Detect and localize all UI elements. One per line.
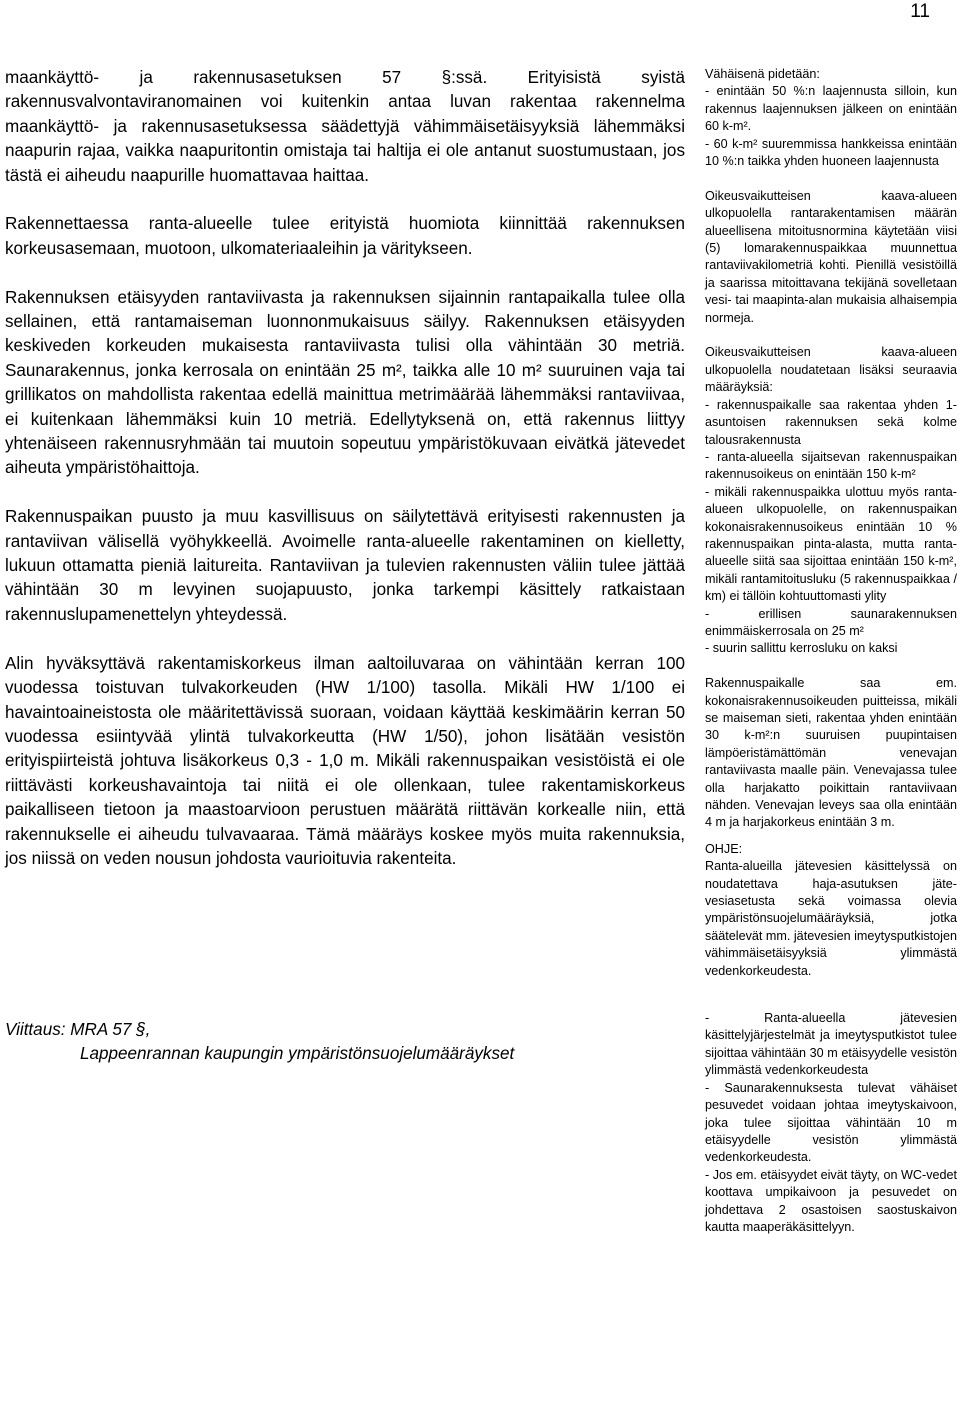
note-item: - 60 k-m² suuremmissa hankkeissa enintään 10 %:n taikka yhden huoneen laajennusta — [705, 136, 957, 169]
page-number: 11 — [910, 1, 930, 22]
reference — [5, 1018, 685, 1067]
note-item: - mikäli rakennuspaikka ulottuu myös ranta-alueen ulkopuolelle, on rakennuspaikan kokonaisrakennusoikeus enintään 10 % rakennuspaikan pinta-alasta, mutta ranta-alueelle siitä saa sijoittaa enintään 150 k-m², mikäli rantamitoitusluku (5 rakennuspaikkaa / km) ei tällöin kohtuuttomasti ylity — [705, 484, 957, 604]
note-item: - suurin sallittu kerrosluku on kaksi — [705, 641, 898, 656]
note-item: - Saunarakennuksesta tulevat vähäiset pesuvedet voidaan johtaa imeytyskaivoon, joka tulee sijoittaa vähintään 10 m etäisyydelle vesistön ylimmästä vedenkorkeudesta. — [705, 1080, 957, 1165]
paragraph-vegetation: Rakennuspaikan puusto ja muu kasvillisuus on säilytettävä erityisesti rakennusten ja rantaviivan välisellä vyöhykkeellä. Avoimelle ranta-alueelle rakentaminen on kielletty, lukuun ottamatta pieniä laitureita. Rantaviivan ja tulevien rakennusten väliin tulee jättää vähintään 30 m levyinen suojapuusto, jonka tarkempi käsittely ratkaistaan rakennuslupamenettelyn yhteydessä. — [5, 507, 685, 624]
note-heading: OHJE: — [705, 841, 743, 856]
paragraph-flood-level: Alin hyväksyttävä rakentamiskorkeus ilman aaltoiluvaraa on vähintään kerran 100 vuodessa toistuvan tulvakorkeuden (HW 1/100) tasolla. Mikäli HW 1/100 ei havaintoaineistosta ole määritettävissä suoraan, voidaan käyttää keskimäärin kerran 50 vuodessa esiintyvää ylintä tulvakorkeutta (HW 1/50), johon lisätään vesistön erityispiirteistä johtuva lisäkorkeus 0,3 - 1,0 m. Mikäli rakennuspaikan vesistöistä ei ole riittävästi korkeushavaintoja tai niitä ei ole ollenkaan, tulee rakentamiskorkeus paikalliseen tietoon ja maastoarvioon perustuen määrätä riittävän korkealle niin, että rakennukselle ei aiheudu tulvavaaraa. Tämä määräys koskee myös muita rakennuksia, jos niissä on veden nousun johdosta vaurioituvia rakenteita. — [5, 653, 685, 868]
note-item: - Jos em. etäisyydet eivät täyty, on WC-vedet koottava umpikaivoon ja pesuvedet on johdettava 2 osastoisen saostuskaivon kautta maaperäkäsittelyyn. — [705, 1167, 957, 1234]
note-paragraph: Rakennuspaikalle saa em. kokonaisrakennusoikeuden puitteissa, mikäli se maiseman sieti, rakentaa yhden enintään 30 k-m²:n suuruisen puupintaisen lämpöeristämättömän venevajan rantaviivasta maalle päin. Venevajassa tulee olla harjakatto poikittain rantaviivaan nähden. Venevajan leveys saa olla enintään 4 m ja harjakorkeus enintään 3 m. — [705, 676, 957, 830]
note-paragraph: Oikeusvaikutteisen kaava-alueen ulkopuolella rantarakentamisen määrän alueellisena mitoitusnormina käytetään viisi (5) lomarakennuspaikkaa muunnettua rantaviivakilometriä kohti. Pienillä vesistöillä ja saarissa mitoittavana tekijänä sovelletaan vesi- tai maapinta-alan mukaisia alhaisempia normeja. — [705, 188, 957, 325]
note-item: - rakennuspaikalle saa rakentaa yhden 1- asuntoisen rakennuksen sekä kolme talousrakennusta — [705, 397, 957, 447]
paragraph-shoreline-distance: Rakennuksen etäisyyden rantaviivasta ja rakennuksen sijainnin rantapaikalla tulee olla sellainen, että rantamaiseman luonnonmukaisuus säilyy. Rakennuksen etäisyyden keskiveden korkeuden mukaisesta rantaviivasta tulisi olla vähintään 30 metriä. Saunarakennus, jonka kerrosala on enintään 25 m², taikka alle 10 m² suuruinen vaja tai grillikatos on mahdollista rakentaa edellä mainittua metrimäärää lähemmäksi rantaviivaa, ei kuitenkaan lähemmäksi kuin 10 metriä. Edellytyksenä on, että rakennus liittyy yhtenäiseen rakennusryhmään tai muutoin sopeutuu ympäristökuvaan eivätkä jätevedet aiheuta ympäristöhaittoja. — [5, 287, 685, 478]
paragraph-neighbor-distance: maankäyttö- ja rakennusasetuksen 57 §:ssä. Erityisistä syistä rakennusvalvontaviranomainen voi kuitenkin antaa luvan rakentaa rakennelma maankäyttö- ja rakennusasetuksessa säädettyjä vähimmäisetäisyyksiä lähemmäksi naapurin rajaa, vaikka naapuritontin omistaja tai haltija ei ole antanut suostumustaan, jos tästä ei aiheudu naapurille huomattavaa haittaa. — [5, 68, 685, 185]
margin-notes-column — [705, 66, 957, 1236]
reference-line: Viittaus: MRA 57 §, — [5, 1020, 151, 1039]
main-text-column — [5, 66, 685, 896]
note-item: - ranta-alueella sijaitsevan rakennuspaikan rakennusoikeus on enintään 150 k-m² — [705, 449, 957, 482]
note-paragraph: Ranta-alueilla jätevesien käsittelyssä on noudatettava haja-asutuksen jäte-vesiasetusta sekä voimassa olevia ympäristönsuojelumääräyksiä, jotka säätelevät mm. jätevesien imeytysputkistojen vähimmäisetäisyyksiä ylimmästä vedenkorkeudesta. — [705, 859, 957, 978]
paragraph-shore-appearance: Rakennettaessa ranta-alueelle tulee erityistä huomiota kiinnittää rakennuksen korkeusasemaan, muotoon, ulkomateriaaleihin ja väritykseen. — [5, 214, 685, 258]
note-heading: Vähäisenä pidetään: — [705, 67, 820, 81]
note-item: - enintään 50 %:n laajennusta silloin, kun rakennus laajennuksen jälkeen on enintään 60 k-m². — [705, 84, 957, 134]
note-item: - Ranta-alueella jätevesien käsittelyjärjestelmät ja imeytysputkistot tulee sijoittaa vähintään 30 m etäisyydelle vesistön ylimmästä vedenkorkeudesta — [705, 1011, 957, 1078]
note-item: - erillisen saunarakennuksen enimmäiskerrosala on 25 m² — [705, 606, 957, 638]
note-paragraph: Oikeusvaikutteisen kaava-alueen ulkopuolella noudatetaan lisäksi seuraavia määräyksiä: — [705, 345, 957, 395]
reference-line: Lappeenrannan kaupungin ympäristönsuojelumääräykset — [80, 1044, 515, 1064]
